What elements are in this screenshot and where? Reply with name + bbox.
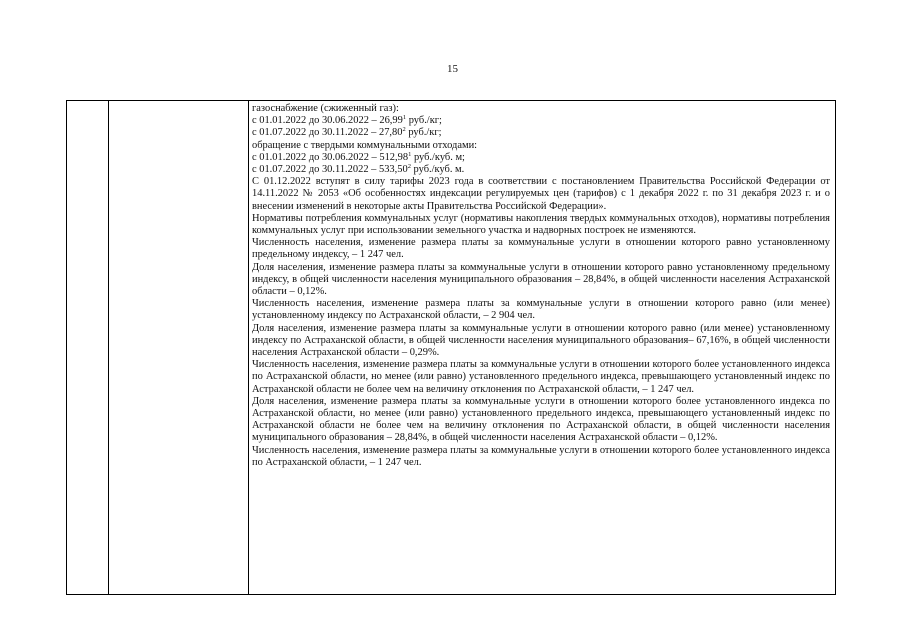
column-divider xyxy=(108,101,109,594)
waste-tariff-first-half: с 01.01.2022 до 30.06.2022 – 512,98$^1$ руб./куб. м; xyxy=(252,150,465,163)
paragraph-population-limit-index: Численность населения, изменение размера платы за коммунальные услуги в отношении которого равно установленному предельному индексу, – 1 247 чел. xyxy=(252,237,830,261)
paragraph-consumption-norms: Нормативы потребления коммунальных услуг (нормативы накопления твердых коммунальных отходов), нормативы потребления коммунальных услуг при использовании земельного участка и надворных построек не изменяются. xyxy=(252,212,830,237)
paragraph-share-above-index: Доля населения, изменение размера платы за коммунальные услуги в отношении которого более установленного индекса по Астраханской области, но менее (или равно) установленного предельного индекса, превышающего установленный индекс по Астраханской области не более чем на величину отклонения по Астраханской области, в общей численности населения муниципального образования – 28,84%, в общей численности населения Астраханской области – 0,12%. xyxy=(252,395,830,444)
waste-tariff-second-half: с 01.07.2022 до 30.11.2022 – 533,50$^2$ руб./куб. м. xyxy=(252,163,465,176)
page-number: 15 xyxy=(447,63,458,75)
paragraph-population-above-index: Численность населения, изменение размера платы за коммунальные услуги в отношении которого более установленного индекса по Астраханской области, но менее (или равно) установленного предельного индекса, превышающего установленный индекс по Астраханской области не более чем на величину отклонения по Астраханской области, – 1 247 чел. xyxy=(252,359,830,395)
gas-tariff-first-half: с 01.01.2022 до 30.06.2022 – 26,99$^1$ руб./кг; xyxy=(252,114,442,127)
column-divider xyxy=(248,101,249,594)
table-text-cell xyxy=(252,103,830,469)
paragraph-share-regional-index: Доля населения, изменение размера платы за коммунальные услуги в отношении которого равно (или менее) установленному индексу по Астраханской области, в общей численности населения муниципального образования– 67,16%, в общей численности населения Астраханской области – 0,29%. xyxy=(252,322,830,359)
gas-heading: газоснабжение (сжиженный газ): xyxy=(252,103,399,114)
gas-tariff-second-half: с 01.07.2022 до 30.11.2022 – 27,80$^2$ руб./кг; xyxy=(252,126,442,139)
document-table xyxy=(66,100,836,595)
paragraph-tariffs-2023: С 01.12.2022 вступят в силу тарифы 2023 года в соответствии с постановлением Правительства Российской Федерации от 14.11.2022 № 2053 «Об особенностях индексации регулируемых цен (тарифов) с 1 декабря 2022 г. по 31 декабря 2023 г. и о внесении изменений в некоторые акты Правительства Российской Федерации». xyxy=(252,176,830,212)
waste-heading: обращение с твердыми коммунальными отходами: xyxy=(252,139,478,151)
paragraph-share-limit-index: Доля населения, изменение размера платы за коммунальные услуги в отношении которого равно установленному предельному индексу, в общей численности населения муниципального образования – 28,84%, в общей численности населения Астраханской области – 0,12%. xyxy=(252,261,830,298)
paragraph-population-more-index: Численность населения, изменение размера платы за коммунальные услуги в отношении которого более установленного индекса по Астраханской области, – 1 247 чел. xyxy=(252,444,830,468)
paragraph-population-regional-index: Численность населения, изменение размера платы за коммунальные услуги в отношении которого равно (или менее) установленному индексу по Астраханской области, – 2 904 чел. xyxy=(252,298,830,322)
